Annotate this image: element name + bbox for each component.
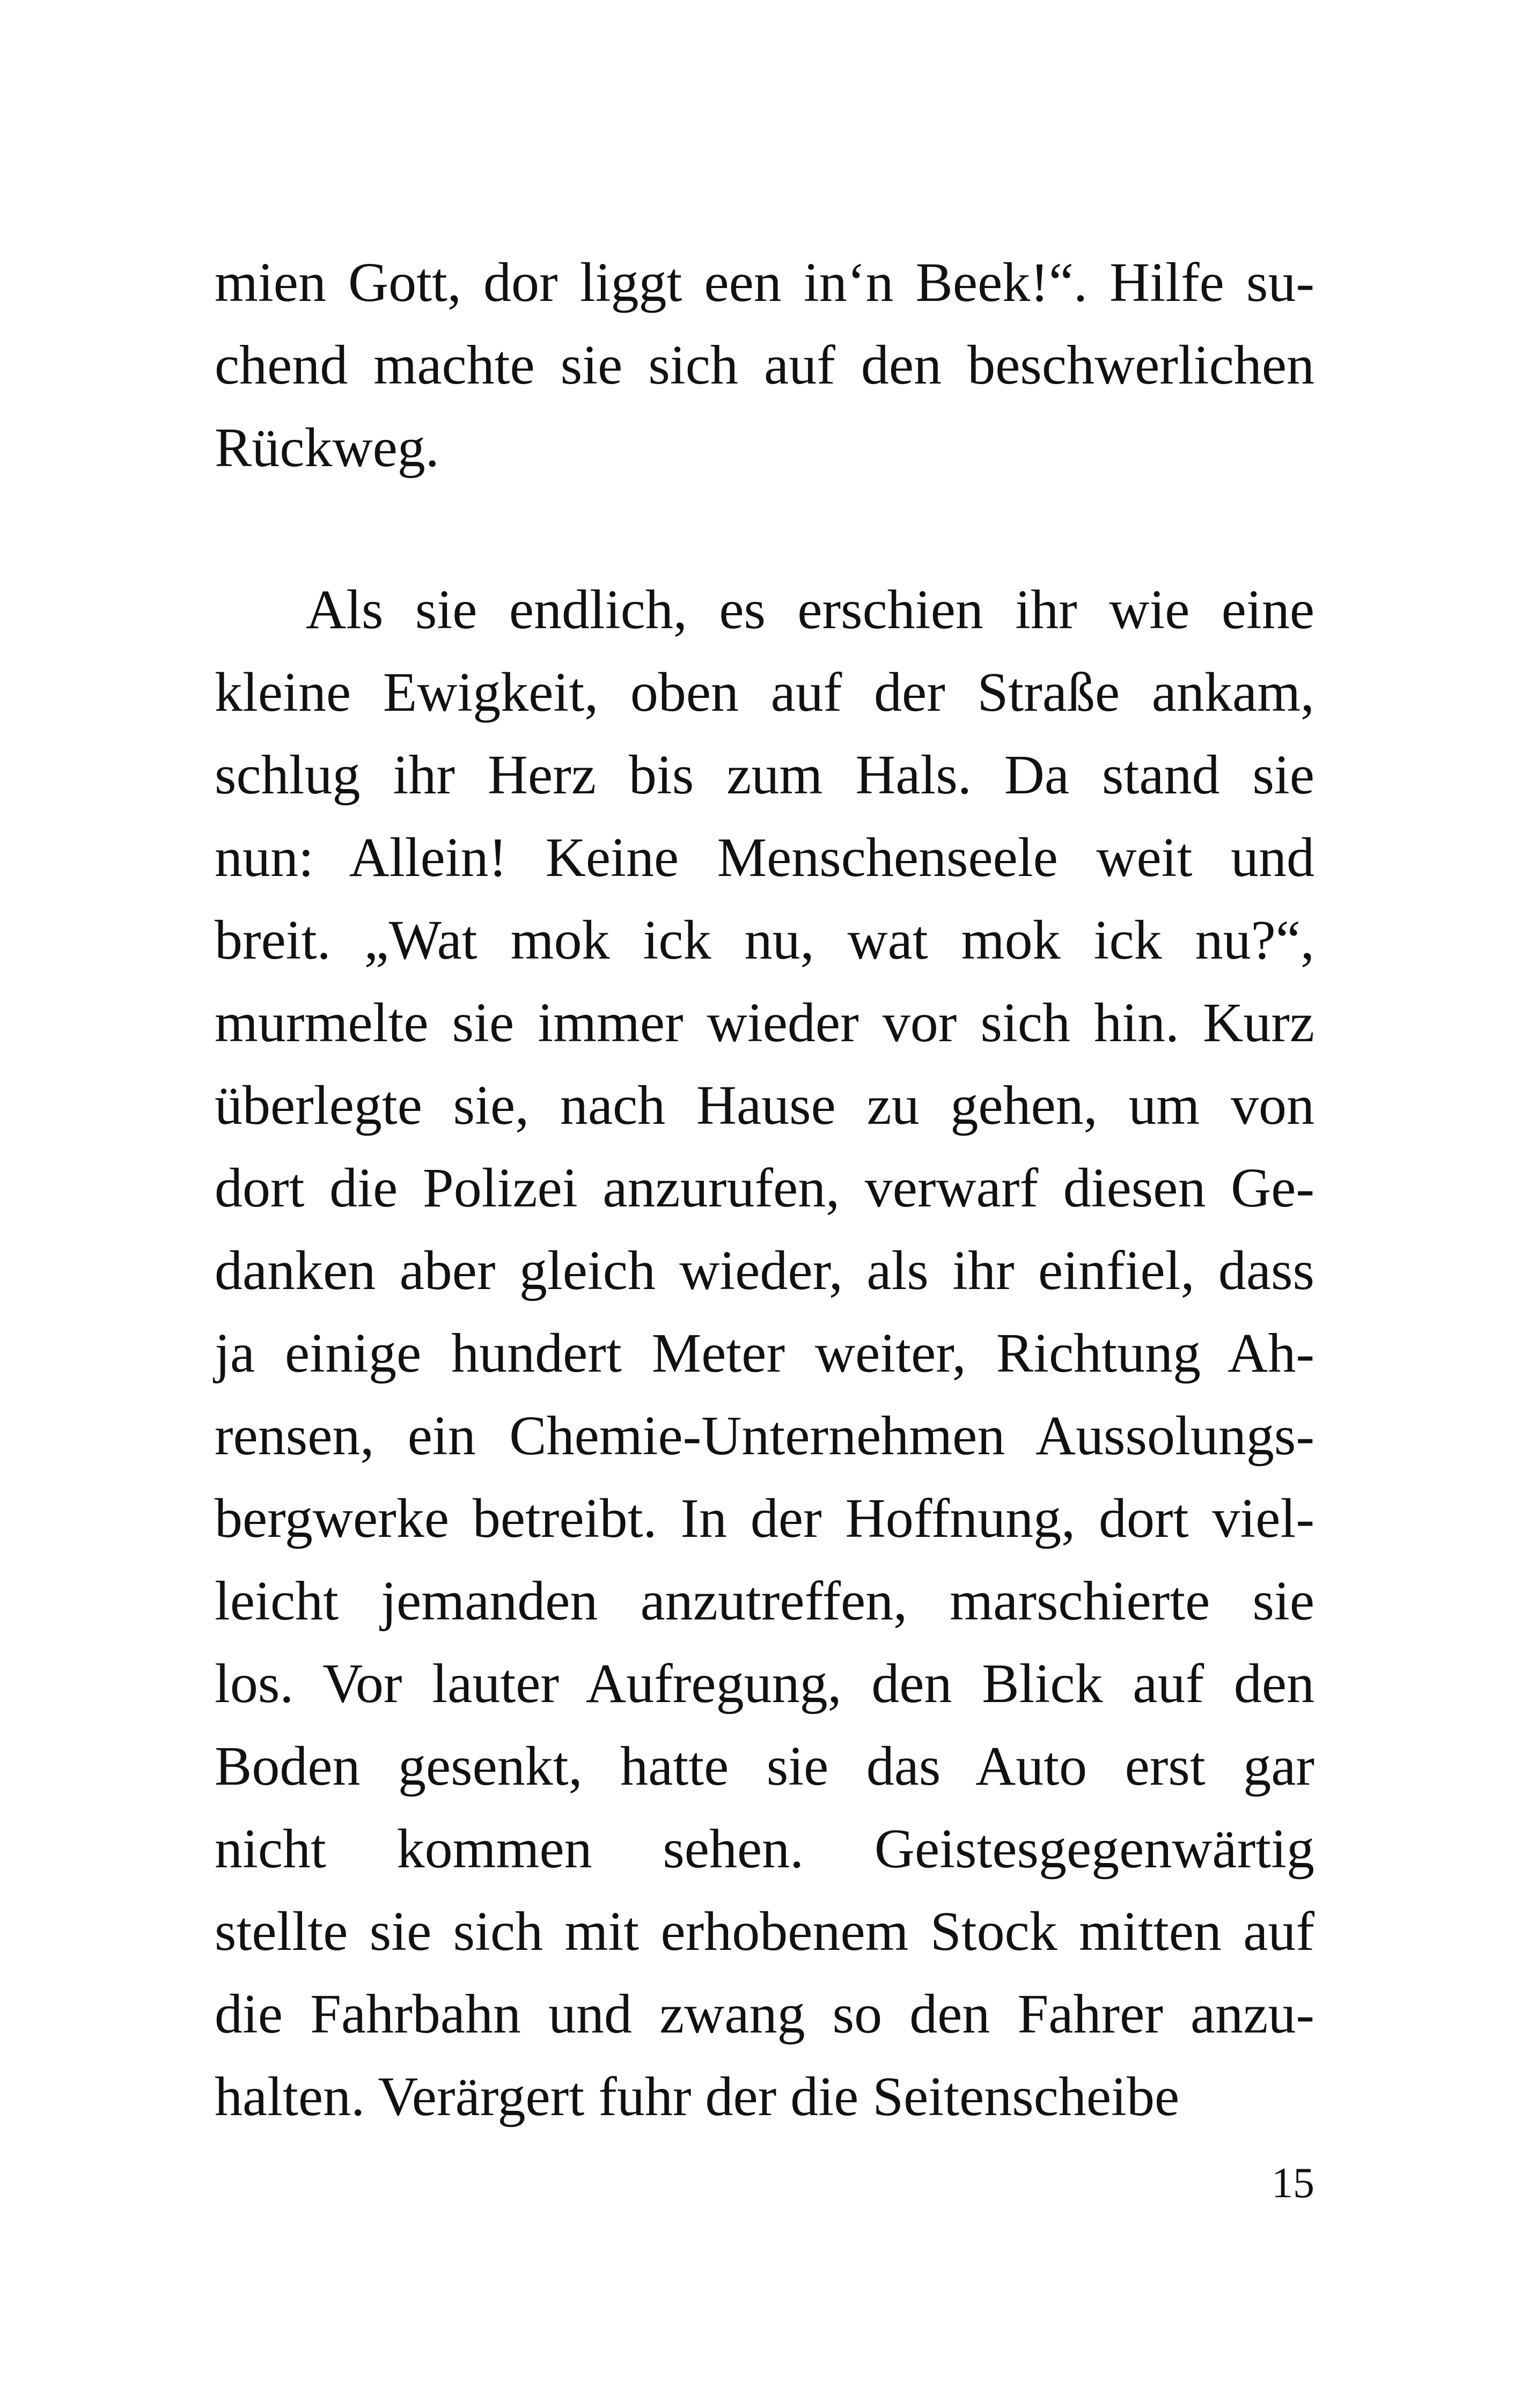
text-line: halten. Verärgert fuhr der die Seitenscheibe — [215, 2066, 1180, 2127]
text-line: Boden gesenkt, hatte sie das Auto erst gar — [215, 1735, 1314, 1797]
text-line: mien Gott, dor liggt een in‘n Beek!“. Hilfe su- — [215, 252, 1314, 313]
text-line: schlug ihr Herz bis zum Hals. Da stand sie — [215, 744, 1314, 806]
text-line: dort die Polizei anzurufen, verwarf diesen Ge- — [215, 1157, 1314, 1219]
text-line: Als sie endlich, es erschien ihr wie eine — [306, 579, 1314, 640]
text-line: bergwerke betreibt. In der Hoffnung, dort viel- — [215, 1487, 1314, 1549]
text-line: die Fahrbahn und zwang so den Fahrer anzu- — [215, 1983, 1314, 2045]
text-line: rensen, ein Chemie-Unternehmen Aussolungs- — [215, 1405, 1314, 1467]
text-line: leicht jemanden anzutreffen, marschierte sie — [215, 1570, 1314, 1632]
text-line: nun: Allein! Keine Menschenseele weit und — [215, 827, 1314, 888]
text-line: los. Vor lauter Aufregung, den Blick auf den — [215, 1653, 1314, 1714]
text-line: chend machte sie sich auf den beschwerlichen — [215, 334, 1314, 396]
text-line: überlegte sie, nach Hause zu gehen, um von — [215, 1074, 1314, 1136]
text-line: danken aber gleich wieder, als ihr einfiel, dass — [215, 1240, 1314, 1301]
text-line: kleine Ewigkeit, oben auf der Straße ankam, — [215, 661, 1314, 723]
text-line: Rückweg. — [215, 417, 439, 478]
text-line: nicht kommen sehen. Geistesgegenwärtig — [215, 1818, 1314, 1880]
text-line: ja einige hundert Meter weiter, Richtung Ah- — [215, 1322, 1314, 1384]
text-line: murmelte sie immer wieder vor sich hin. Kurz — [215, 992, 1314, 1054]
text-line: breit. „Wat mok ick nu, wat mok ick nu?“, — [215, 909, 1314, 971]
page-number: 15 — [1272, 2160, 1314, 2207]
text-line: stellte sie sich mit erhobenem Stock mitten auf — [215, 1901, 1314, 1962]
